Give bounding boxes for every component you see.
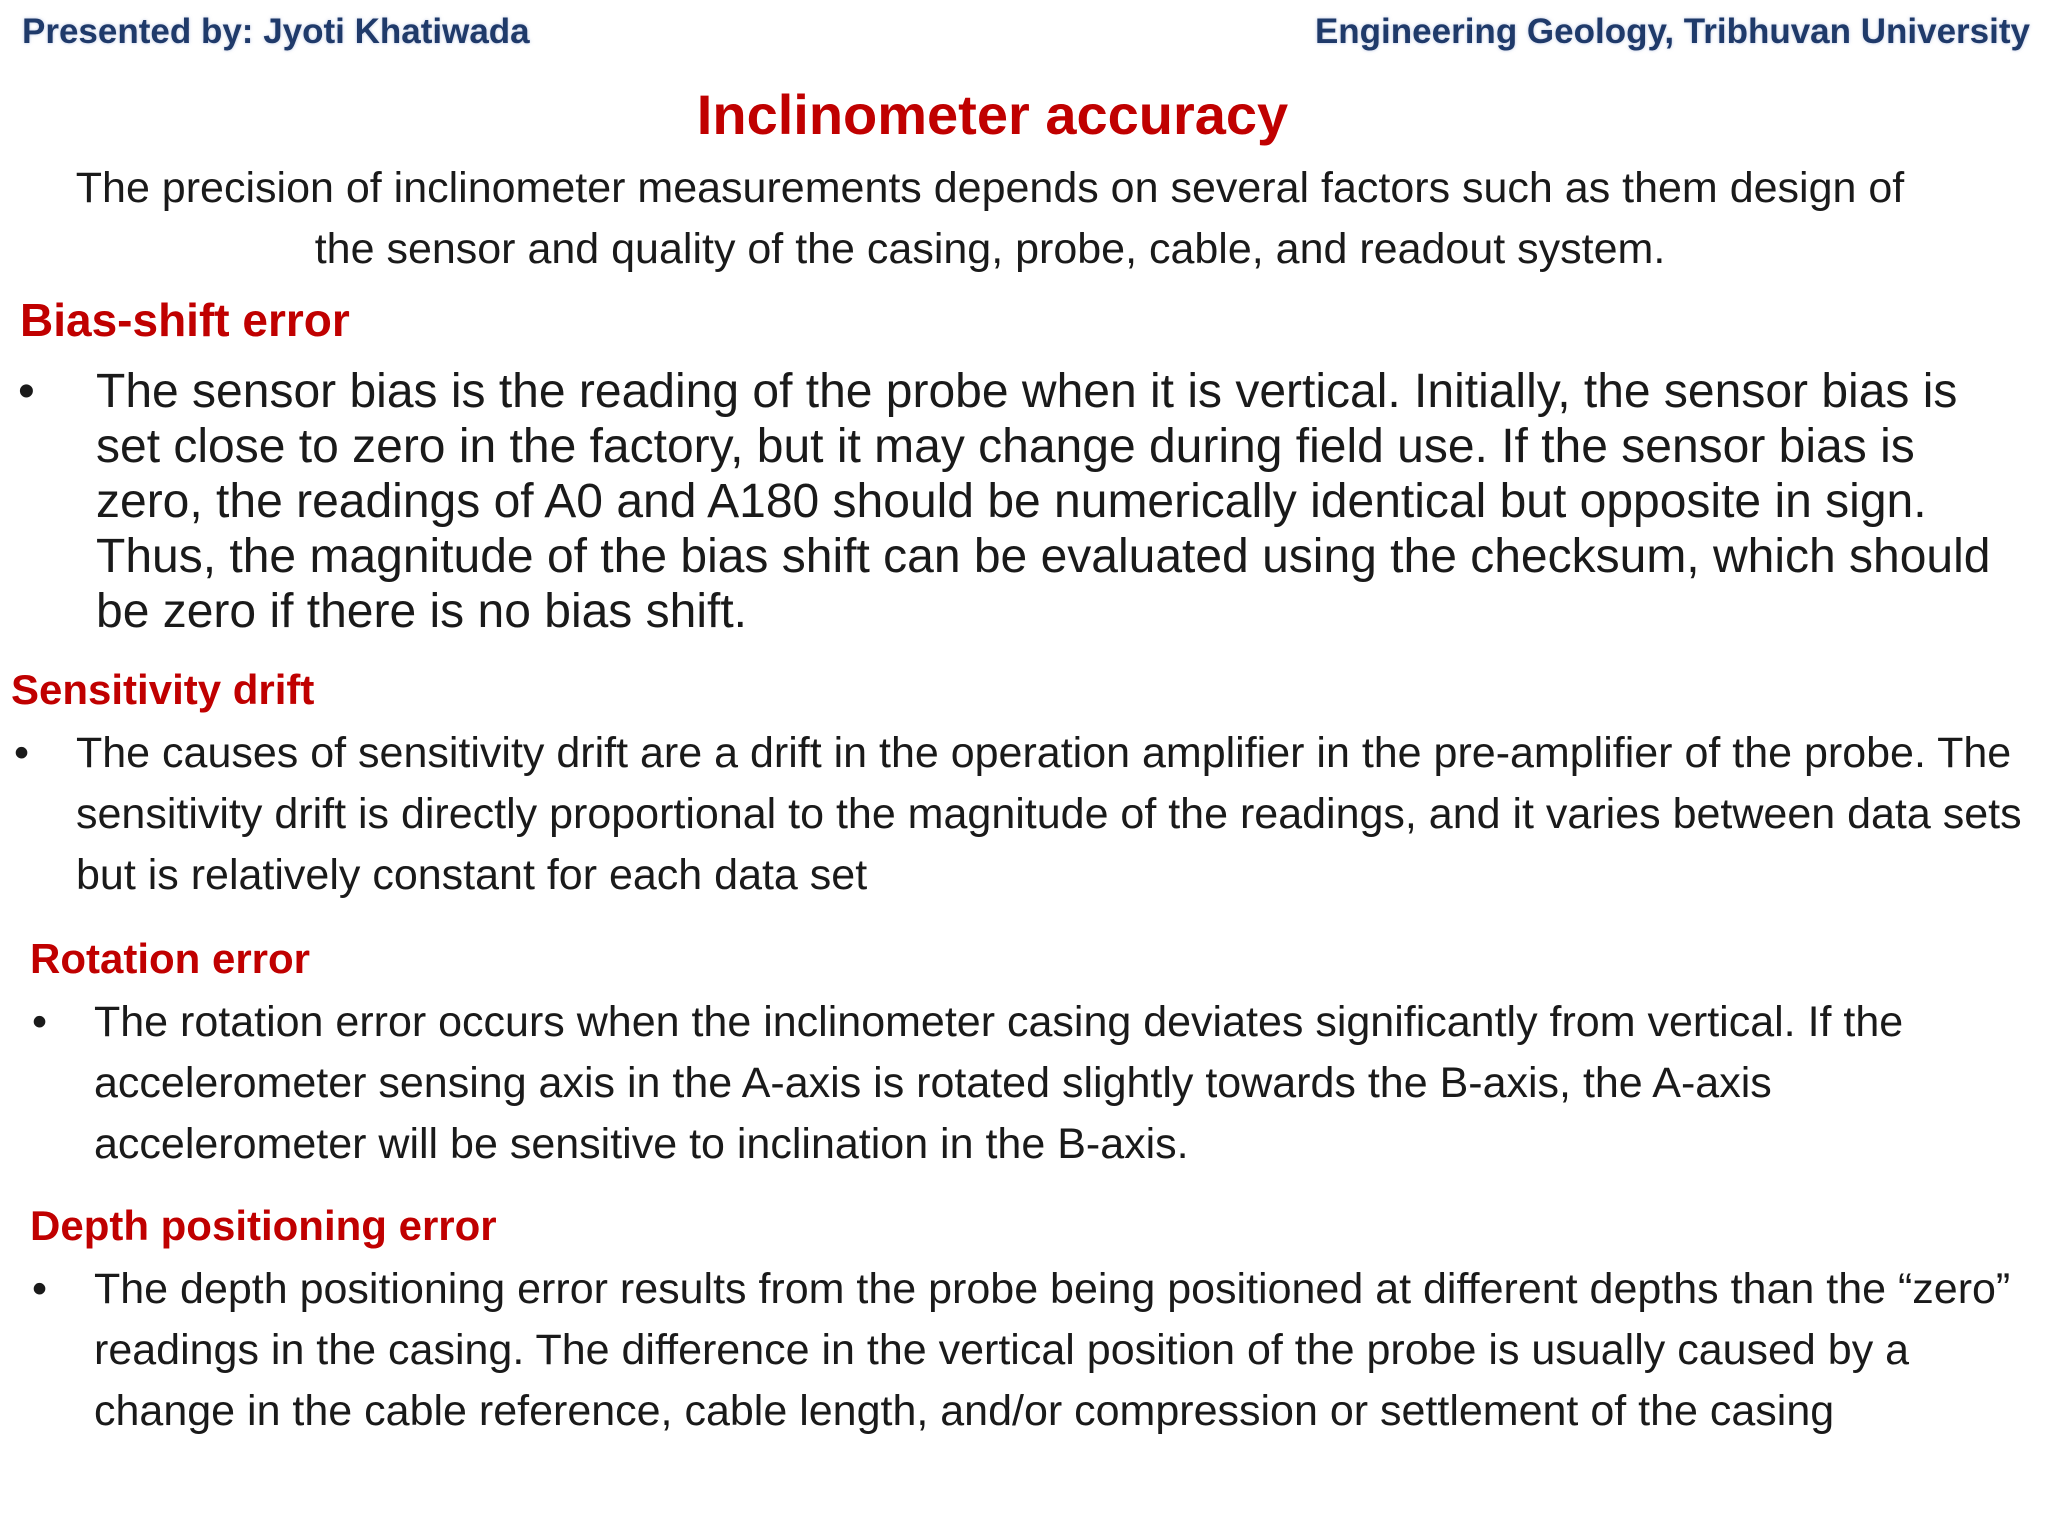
bullet-bias-shift <box>18 364 2028 639</box>
presenter-credit: Presented by: Jyoti Khatiwada <box>22 12 530 51</box>
bullet-marker: • <box>32 998 48 1046</box>
bullet-marker: • <box>18 365 35 418</box>
bullet-text-depth-positioning-error: The depth positioning error results from the probe being positioned at different depths than the “zero” readings in the casing. The difference in the vertical position of the probe is usually caused by a change in the cable reference, cable length, and/or compression or settlement of the casing <box>94 1265 2011 1435</box>
bullet-marker: • <box>32 1265 48 1313</box>
section-heading-depth-positioning-error: Depth positioning error <box>30 1202 497 1249</box>
section-heading-sensitivity-drift: Sensitivity drift <box>11 666 315 713</box>
intro-paragraph: The precision of inclinometer measurements depends on several factors such as them design of the sensor and quality of the casing, probe, cable, and readout system. <box>75 164 1905 273</box>
page-title: Inclinometer accuracy <box>696 83 1289 146</box>
bullet-rotation-error <box>32 992 2022 1175</box>
bullet-text-sensitivity-drift: The causes of sensitivity drift are a drift in the operation amplifier in the pre-amplifier of the probe. The sensitivity drift is directly proportional to the magnitude of the readings, and it varies between data sets but is relatively constant for each data set <box>76 729 2022 899</box>
section-heading-rotation-error: Rotation error <box>30 935 311 982</box>
bullet-text-rotation-error: The rotation error occurs when the inclinometer casing deviates significantly from vertical. If the accelerometer sensing axis in the A-axis is rotated slightly towards the B-axis, the A-axis accelerometer will be sensitive to inclination in the B-axis. <box>94 998 1904 1168</box>
bullet-text-bias-shift: The sensor bias is the reading of the probe when it is vertical. Initially, the sensor bias is set close to zero in the factory, but it may change during field use. If the sensor bias is zero, the readings of A0 and A180 should be numerically identical but opposite in sign. Thus, the magnitude of the bias shift can be evaluated using the checksum, which should be zero if there is no bias shift. <box>96 365 1991 638</box>
institution-credit: Engineering Geology, Tribhuvan University <box>1314 12 2030 51</box>
bullet-depth-positioning-error <box>32 1259 2022 1442</box>
section-heading-bias-shift: Bias-shift error <box>20 294 350 346</box>
bullet-sensitivity-drift <box>14 723 2024 906</box>
bullet-marker: • <box>14 729 30 777</box>
